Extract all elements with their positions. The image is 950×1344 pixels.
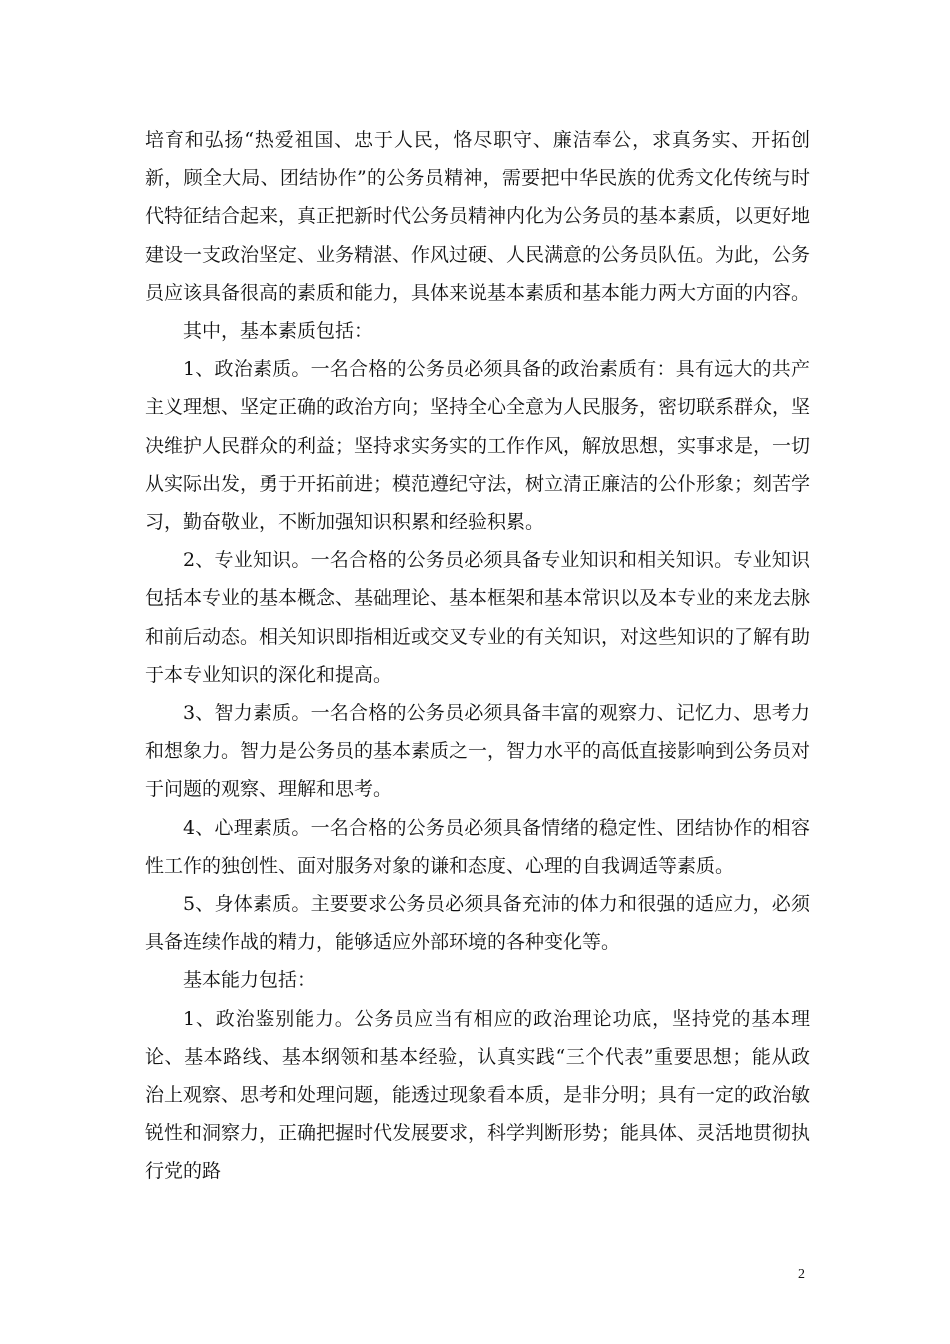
paragraph-professional-knowledge: 2、专业知识。一名合格的公务员必须具备专业知识和相关知识。专业知识包括本专业的基本概念、基础理论、基本框架和基本常识以及本专业的来龙去脉和前后动态。相关知识即指相近或交叉专业的有关知识，对这些知识的了解有助于本专业知识的深化和提高。 — [145, 549, 811, 686]
document-body — [145, 121, 810, 1191]
paragraph-basic-ability-heading: 基本能力包括： — [183, 969, 317, 992]
paragraph-basic-quality-heading: 其中，基本素质包括： — [183, 320, 374, 343]
paragraph-political-discernment: 1、政治鉴别能力。公务员应当有相应的政治理论功底，坚持党的基本理论、基本路线、基本纲领和基本经验，认真实践“三个代表”重要思想；能从政治上观察、思考和处理问题，能透过现象看本质，是非分明；具有一定的政治敏锐性和洞察力，正确把握时代发展要求，科学判断形势；能具体、灵活地贯彻执行党的路 — [145, 1007, 811, 1183]
paragraph-physical-quality: 5、身体素质。主要要求公务员必须具备充沛的体力和很强的适应力，必须具备连续作战的精力，能够适应外部环境的各种变化等。 — [145, 893, 810, 954]
paragraph-psychological-quality: 4、心理素质。一名合格的公务员必须具备情绪的稳定性、团结协作的相容性工作的独创性、面对服务对象的谦和态度、心理的自我调适等素质。 — [145, 816, 810, 877]
paragraph-intellectual-quality: 3、智力素质。一名合格的公务员必须具备丰富的观察力、记忆力、思考力和想象力。智力是公务员的基本素质之一，智力水平的高低直接影响到公务员对于问题的观察、理解和思考。 — [145, 702, 811, 801]
paragraph-intro: 培育和弘扬“热爱祖国、忠于人民，恪尽职守、廉洁奉公，求真务实、开拓创新，顾全大局、团结协作”的公务员精神，需要把中华民族的优秀文化传统与时代特征结合起来，真正把新时代公务员精神内化为公务员的基本素质，以更好地建设一支政治坚定、业务精湛、作风过硬、人民满意的公务员队伍。为此，公务员应该具备很高的素质和能力，具体来说基本素质和基本能力两大方面的内容。 — [145, 129, 811, 304]
page-number: 2 — [798, 1267, 805, 1282]
paragraph-political-quality: 1、政治素质。一名合格的公务员必须具备的政治素质有：具有远大的共产主义理想、坚定正确的政治方向；坚持全心全意为人民服务，密切联系群众，坚决维护人民群众的利益；坚持求实务实的工作作风，解放思想，实事求是，一切从实际出发，勇于开拓前进；模范遵纪守法，树立清正廉洁的公仆形象；刻苦学习，勤奋敬业，不断加强知识积累和经验积累。 — [145, 358, 811, 534]
